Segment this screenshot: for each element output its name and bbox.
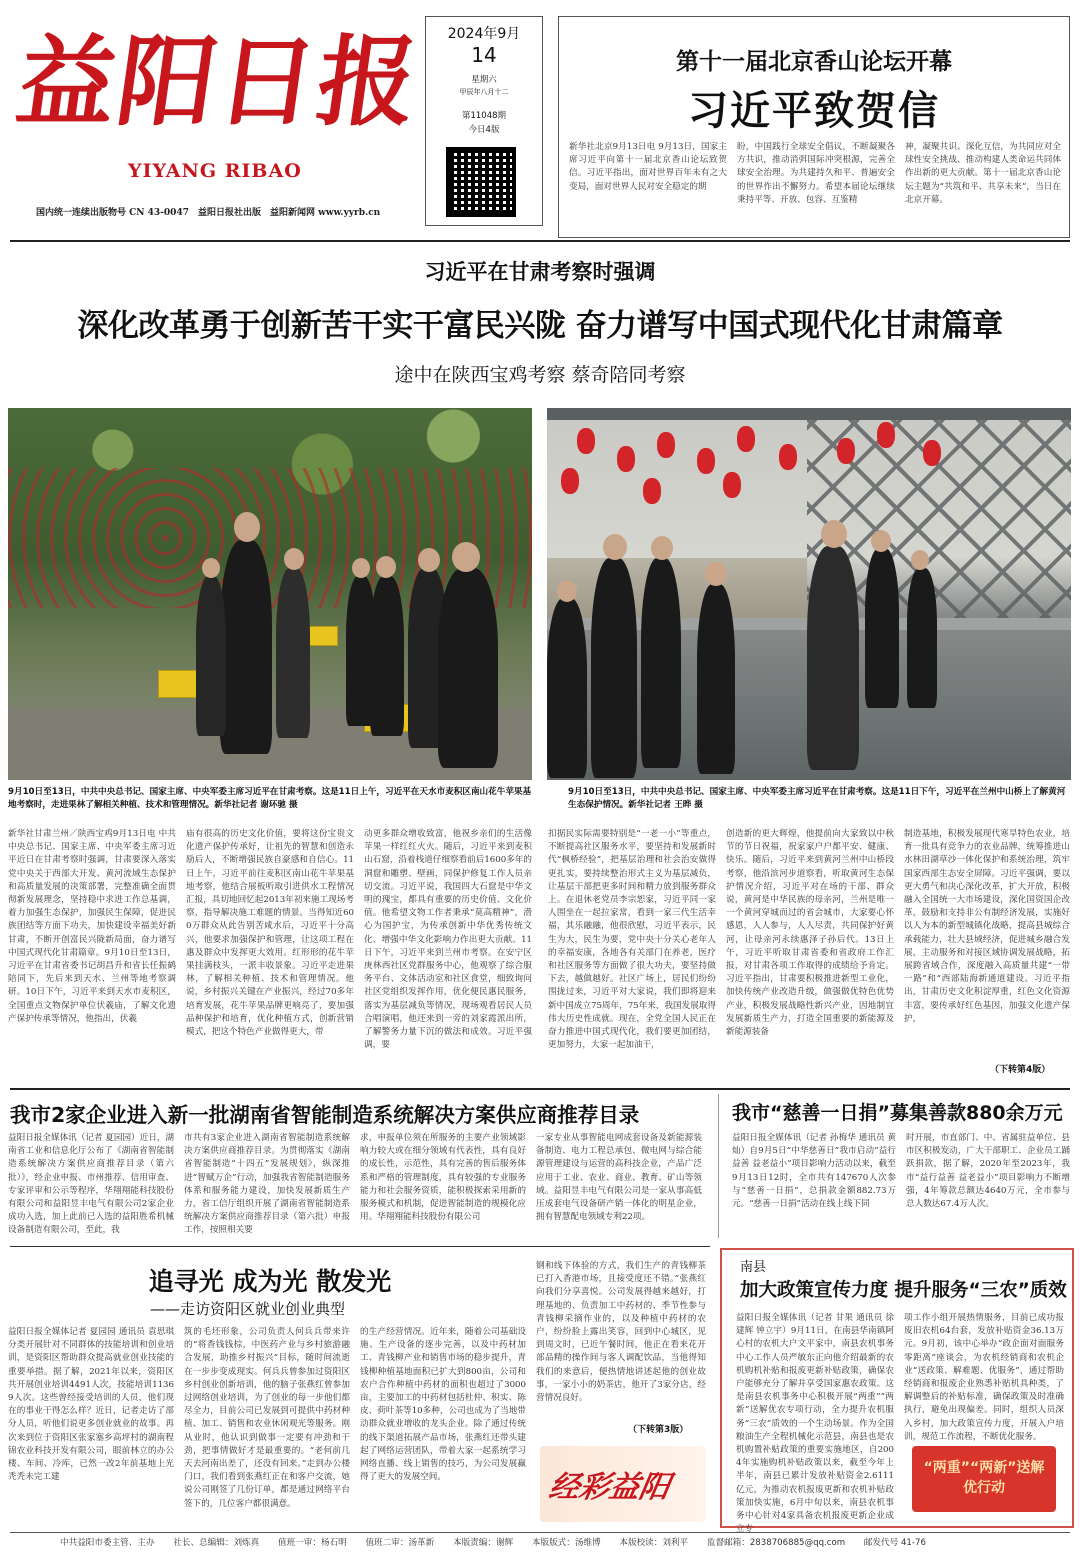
footer-postal-code: 邮发代号 41-76 [863,1538,926,1548]
masthead-divider [10,240,1070,242]
lead-kicker: 习近平在甘肃考察时强调 [424,260,656,284]
lead-headline[interactable]: 深化改革勇于创新苦干实干富民兴陇 奋力谱写中国式现代化甘肃篇章 [77,308,1003,344]
nanxian-box [720,1248,1074,1535]
date-lunar: 甲辰年八月十二 [459,88,509,96]
footer-divider [10,1532,1070,1533]
section-divider-1 [10,1088,1070,1090]
publication-info: 国内统一连续出版物号 CN 43-0047 益阳日报社出版 益阳新闻网 www.yyrb.cn [36,208,381,218]
charity-headline[interactable]: 我市“慈善一日捐”募集善款880余万元 [732,1102,1063,1124]
masthead-title-char-3: 日 [209,25,325,140]
masthead-title-char-4: 报 [309,25,425,140]
lead-body-col-1: 新华社甘肃兰州／陕西宝鸡9月13日电 中共中央总书记、国家主席、中央军委主席习近平近日在甘肃考察时强调，甘肃要深入落实党中央关于西部大开发、黄河流域生态保护和高质量发展的决策部署，完整准确全面贯彻新发展理念，坚持稳中求进工作总基调，着力加强生态保护，加强民生保障，促进民族团结等方面下功夫，加快建设幸福美好新甘肃，不断开创富民兴陇新局面，奋力谱写中国式现代化甘肃篇章。9月10日至13日，习近平在甘肃省委书记胡昌升和省长任振鹤陪同下，先后来到天水、兰州等地考察调研。10日下午，习近平来到天水市麦积区，全国重点文物保护单位伏羲庙，了解文化遗产保护传承等情况，他指出，伏羲 [8,829,176,1024]
pages-count: 今日4版 [468,125,500,135]
charity-col-2: 时开展，市直部门、中、省属驻益单位、县市区积极发动，广大干部职工、企业员工踊跃捐款，据了解，2020年至2023年，我市“益行益善 益老益小”项目影响力不断增强，4年筹款总额达4640万元，全市参与总人数达67.4万人次。 [906,1133,1070,1210]
enterprise-col-1: 益阳日报全媒体讯（记者 夏园园）近日，湖南省工业和信息化厅公布了《湖南省智能制造系统解决方案供应商推荐目录（第六批）》，经企业申报、市州推荐、信用审查、专家评审和公示等程序，华翔翔能科技股份有限公司和益阳昱丰电气有限公司2家企业成功入选，加上此前已入选的益阳胜希机械设备制造有限公司，至此，我 [8,1133,175,1236]
lead-body-col-3: 动更多群众增收致富，他祝乡亲们的生活像苹果一样红红火火。随后，习近平来到麦积山石窟，沿着栈道仔细察看前后1600多年的洞窟和雕塑、壁画，同保护修复工作人员亲切交流。习近平说，我国四大石窟是中华文明的瑰宝，都具有重要的历史价值、文化价值。他希望文物工作者秉承“莫高精神”，潜心为国护宝，为传承创新中华优秀传统文化、增强中华文化影响力作出更大贡献。11日下午，习近平来到兰州市考察。在安宁区庚林西社区党群服务中心，他观察了综合服务平台、文体活动室和社区食堂，细致询问社区党组织发挥作用，优化便民惠民服务，落实为基层减负等情况，现场观看居民人员合唱演唱，他还来到一旁的刘家霞派出所，了解警务力量下沉的做法和成效。习近平强调，要 [364,829,532,1051]
top-story-title1[interactable]: 第十一届北京香山论坛开幕 [676,49,952,75]
top-story-title2[interactable]: 习近平致贺信 [688,88,940,134]
top-story-col3: 神，凝聚共识、深化互信，为共同应对全球性安全挑战、推动构建人类命运共同体作出新的更大贡献。第十一届北京香山论坛主题为“共筑和平、共享未来”，当日在北京开幕。 [905,142,1061,205]
date-box [425,16,543,226]
date-year-month: 2024年9月 [447,26,521,42]
lead-caption-1: 9月10日至13日，中共中央总书记、国家主席、中央军委主席习近平在甘肃考察。这是11日上午，习近平在天水市麦积区南山花牛苹果基地考察时，走进果林了解相关种植、技术和管理情况。新华社记者 谢环驰 摄 [8,787,532,810]
top-story-col2: 盼，中国践行全球安全倡议，不断凝聚各方共识，推动消弭国际冲突根源，完善全球安全治理。为共建持久和平、普遍安全的世界作出不懈努力。希望本届论坛继续秉持平等、开放、包容、互鉴精 [737,142,895,205]
nanxian-col-1: 益阳日报全媒体讯（记者 甘果 通讯员 徐建辉 钟立宇）9月11日，在南县华南镇阿心村的农机大户文平家中，南县农机事务中心工作人员严敏东正向他介绍最新的农机购机补贴和报废更新补贴政策，确保农户能够充分了解并享受国家惠农政策。这是南县农机事务中心积极开展“两重”“两新”送解优农专项行动，全力提升农机服务“三农”质效的一个生动场景。作为全国粮油生产全程机械化示范县，南县也是农机购置补贴政策的重要实施地区，自2004年实施购机补贴政策以来，截至今年上半年，南县已累计发放补贴资金2.6111亿元，为推动农机报废更新和农机补贴政策加快实施，6月中旬以来，南县农机事务中心针对4家具备农机报废更新企业成立专 [736,1313,894,1535]
enterprise-col-4: 一家专业从事智能电网成套设备及新能源装备制造、电力工程总承包、微电网与综合能源管理建设与运营的高科技企业，产品广泛应用于工业、农业、商业、教育、矿山等领域。益阳昱丰电气有限公司是一家从事高低压成套电气设备研产销一体化的明星企业，拥有智慧配电领域专利22项。 [536,1133,702,1223]
promo-banner[interactable] [540,1446,706,1522]
nanxian-badge-text: “两重”“两新”送解优行动 [923,1460,1045,1496]
employment-subhead: ——走访资阳区就业创业典型 [150,1300,346,1318]
masthead-title-char-1: 益 [9,25,125,140]
enterprise-col-2: 市共有3家企业进入湖南省智能制造系统解决方案供应商推荐目录。为贯彻落实《湖南省智能制造“十四五”发展规划》，纵深推进“智赋万企”行动，加强我省智能制造服务体系和服务能力建设，加快发展新质生产力，省工信厅组织开展了湖南省智能制造系统解决方案供应商推荐目录（第六批）申报工作，按照相关要 [184,1133,350,1236]
employment-col-1: 益阳日报全媒体记者 夏园园 通讯员 袁思琪 分类开展针对不同群体的技能培训和创业培训，是资阳区帮助群众提高就业创业技能的重要举措。据了解，2021年以来，资阳区共开展创业培训4491人次，技能培训11369人次。这些曾经接受培训的人员，他们现在的事业干得怎么样？近日，记者走访了部分人员，听他们说更多创业就业的故事。再次来到位于资阳区张家塞乡高坪村的湖南程锦农业科技开发有限公司，眼前林立的办公楼、车间、冷库，已然一改2年前基地上光秃秃未完工建 [8,1327,174,1483]
lead-body-col-5: 创造新的更大辉煌，他提前向大家致以中秋节的节日祝福，祝家家户户都平安、健康、快乐。随后，习近平来到黄河兰州中山桥段考察，他沿滨河步道察看，听取黄河生态保护情况介绍，习近平对在场的干部、群众说，黄河是中华民族的母亲河，兰州是唯一一个黄河穿城而过的省会城市，大家要心怀感恩，人人参与，人人尽责，共同保护好黄河，让母亲河永续惠泽子孙后代。13日上午，习近平听取甘肃省委和省政府工作汇报，对甘肃各项工作取得的成绩给予肯定。习近平指出，甘肃要积极推进新型工业化，加快传统产业改造升级，做强做优特色优势产业，积极发展战略性新兴产业，因地制宜发展新质生产力，打造全国重要的新能源及新能源装备 [726,829,894,1038]
employment-col-3: 的生产经营情况。近年来，随着公司基础设施、生产设备的逐步完善，以及中药材加工、青钱柳产业和销售市场的稳步提升，青钱柳种植基地面积已扩大到800亩，公司和农户合作种植中药材的面积也超过了3000亩，主要加工的中药材包括杜仲、积实、陈皮、荷叶茶等10多种，公司也成为了当地带动群众就业增收的龙头企业。除了通过传统的线下渠道拓展产品市场，张燕红还带头建起了网络运营团队，带着大家一起系统学习网络直播、线上销售的技巧，为公司发展赢得了更大的发展空间。 [360,1327,526,1483]
nanxian-col-2: 项工作小组开展热情服务，目前已成功报废旧农机64台套，发放补贴资金36.13万元。9月初，该中心举办“政企面对面服务零距离”座谈会，为农机经销商和农机企业“送政策、解难题、优服务”，通过帮助经销商和报废企业熟悉补贴机具种类，了解调整后的补贴标准，确保政策及时准确执行，避免出现偏差。同时，组织人员深入乡村，加大政策宣传力度，开展入户培训，规范工作流程，不断优化服务。 [904,1313,1064,1442]
footer-email[interactable]: 监督邮箱：2838706885@qq.com [706,1538,846,1548]
top-story-col1: 新华社北京9月13日电 9月13日，国家主席习近平向第十一届北京香山论坛致贺信。习近平指出，面对世界百年未有之大变局，面对世界人民对安全稳定的期 [569,142,727,192]
footer-review-1: 值班一审：杨石明 [277,1538,347,1548]
lead-subhead: 途中在陕西宝鸡考察 蔡奇陪同考察 [394,364,686,386]
footer-page-editor: 本版责编：谢辉 [452,1538,514,1548]
footer-editor-in-chief: 社长、总编辑：刘炼真 [173,1538,260,1548]
section-divider-2 [10,1246,710,1247]
employment-continued[interactable]: （下转第3版） [628,1425,689,1435]
date-day: 14 [471,43,497,67]
charity-col-1: 益阳日报全媒体讯（记者 孙梅华 通讯员 黄灿）自9月5日“中华慈善日”我市启动“益行益善 益老益小”项目影响力活动以来，截至9月13日12时，全市共有147670人次参与“慈善一日捐”，总捐款金额882.73万元。“慈善一日捐”活动在线上线下同 [732,1133,896,1210]
lead-continued[interactable]: （下转第4版） [990,1065,1051,1075]
nanxian-badge[interactable] [912,1446,1056,1512]
footer-layout: 本版版式：汤维博 [531,1538,601,1548]
footer-sponsor: 中共益阳市委主管、主办 [60,1538,155,1548]
employment-col-4: 钢和线下体验的方式，我们生产的青钱柳茶已打入香港市场，且接受度还不错。”张燕红向我们分享喜悦。公司发展得越来越好，打理基地的、负责加工中药材的、季节性参与青钱柳采摘作业的，以及种植中药材的农户，纷纷脸上露出笑容，回到中心城区，见到周文时，已近午餐时间，他正在看来花开部品精的操作间与客人调配饮品，当他得知我们的来意后，便热情地讲述起他的创业故事，一家小小的奶茶店，他开了3家分店，经营情况良好。 [536,1261,706,1404]
footer-proofread: 本版校读：刘利平 [619,1538,689,1548]
lead-body-col-6: 制造基地，积极发展现代寒旱特色农业，培育一批具有竞争力的农业品牌，统筹推进山水林田湖草沙一体化保护和系统治理，筑牢国家西部生态安全屏障。习近平强调，要以更大勇气和决心深化改革，扩大开放，积极融入全国统一大市场建设，深化国资国企改革，鼓励和支持非公有制经济发展，实施好以人为本的新型城镇化战略，提高县城综合承载能力，壮大县域经济，促进城乡融合发展，主动服务和对接区域协调发展战略，拓展跨省域合作，深度融入高质量共建“一带一路”和“西部陆海新通道建设。习近平指出，甘肃历史文化积淀厚重，红色文化资源丰富，要传承好红色基因，加强文化遗产保护， [904,829,1070,1024]
charity-divider [718,1094,719,1238]
lead-photo-bridge[interactable] [547,408,1071,780]
footer-review-2: 值班二审：汤革新 [365,1538,435,1548]
date-weekday: 星期六 [471,75,497,85]
enterprise-col-3: 求，申报单位须在所服务的主要产业领域影响力较大或在细分领域有代表性，具有良好的成长性，示范性，具有完善的售后服务体系和严格的管理制度，具有较强的专业服务能力和社会服务资质，能积极探索采用新的服务模式和机制，促进智能制造的规模化应用。华翔翔能科技股份有限公司 [360,1133,526,1223]
employment-headline[interactable]: 追寻光 成为光 散发光 [148,1267,392,1296]
employment-col-2: 筑的毛坯形象，公司负责人何兵兵带来许的“将香钱钱棕，中医药产业与乡村旅游融合发展，助推乡村振兴”目标，随时间流逝在一步步变成现实。何兵兵曾参加过资阳区乡村创业创新培训，他的脑子张燕红曾参加过网络创业培训，为了创业的每一步他们都尽全力，目前公司已发展到可提供中药材种植、加工、销售和农业休闲观光等服务。刚从业时，他认识到做事一定要有冲劲和干劲，把事情做好才是最重要的。“老何前几天去河南出差了，还没有回来。”走到办公楼门口，我们看到张燕红正在和客户交流，她说公司刚签了几份订单，都是通过网络平台签下的，几位客户都很满意。 [184,1327,350,1509]
masthead-title-char-2: 阳 [109,25,225,140]
enterprise-headline[interactable]: 我市2家企业进入新一批湖南省智能制造系统解决方案供应商推荐目录 [10,1103,640,1127]
masthead-pinyin: YIYANG RIBAO [128,160,302,182]
promo-banner-text: 经彩益阳 [546,1470,673,1505]
lead-body-col-4: 扣据民实际需要特别是“一老一小”等重点，不断提高社区服务水平，要坚持和发展新时代“枫桥经验”，把基层治理和社会治安做得更扎实，要持续整治形式主义为基层减负，让基层干部把更多时间和精力放到服务群众上。在退休老党员李宗恕家，习近平同一家人围坐在一起拉家常，看到一家三代生活幸福，其乐融融，他很欣慰，习近平表示，民生为大，民生为要，党中央十分关心老年人的幸福安康，各地各有关部门在养老，医疗和社区服务等方面做了很大功夫，要坚持做下去，越做越好。社区广场上，居民们纷纷围拢过来，习近平对大家说，我们即将迎来新中国成立75周年，75年来，我国发展取得伟大历史性成就。现在，全党全国人民正在奋力推进中国式现代化，我们要更加团结，更加努力，大家一起加油干， [548,829,716,1051]
top-story-box [558,16,1070,238]
lead-caption-2: 9月10日至13日，中共中央总书记、国家主席、中央军委主席习近平在甘肃考察。这是11日下午，习近平在兰州中山桥上了解黄河生态保护情况。新华社记者 王晔 摄 [568,787,1066,810]
issue-number: 第11048期 [461,111,507,121]
masthead-logo [9,8,425,168]
lead-body-col-2: 庙有很高的历史文化价值，要将这份宝贵文化遗产保护传承好，让祖先的智慧和创造永励后人，不断增强民族自豪感和自信心。11日上午，习近平前往麦积区南山花牛苹果基地考察，他结合展板听取引进供水工程情况汇报，具切地回忆起2013年初来施工现场考察，指导解决施工难题的情景。当得知近600万群众从此告别苦咸水后，习近平十分高兴，他要求加强保护和管理，让这项工程在惠及群众中发挥更大效用。红形形的花牛苹果挂满枝头，一派丰收景象。习近平走进果林，了解相关种植、技术和管理情况。他说，乡村振兴关键在产业振兴，经过70多年培育发展，花牛苹果品牌更响亮了，要加强品种保护和培育，优化种植方式，创新营销模式，把这个特色产业做得更大，带 [186,829,354,1038]
footer [60,1536,1060,1550]
nanxian-headline[interactable]: 加大政策宣传力度 提升服务“三农”质效 [740,1280,1067,1301]
lead-photo-orchard[interactable] [8,408,532,780]
qr-code-icon[interactable] [446,147,516,217]
nanxian-kicker: 南县 [740,1260,767,1275]
